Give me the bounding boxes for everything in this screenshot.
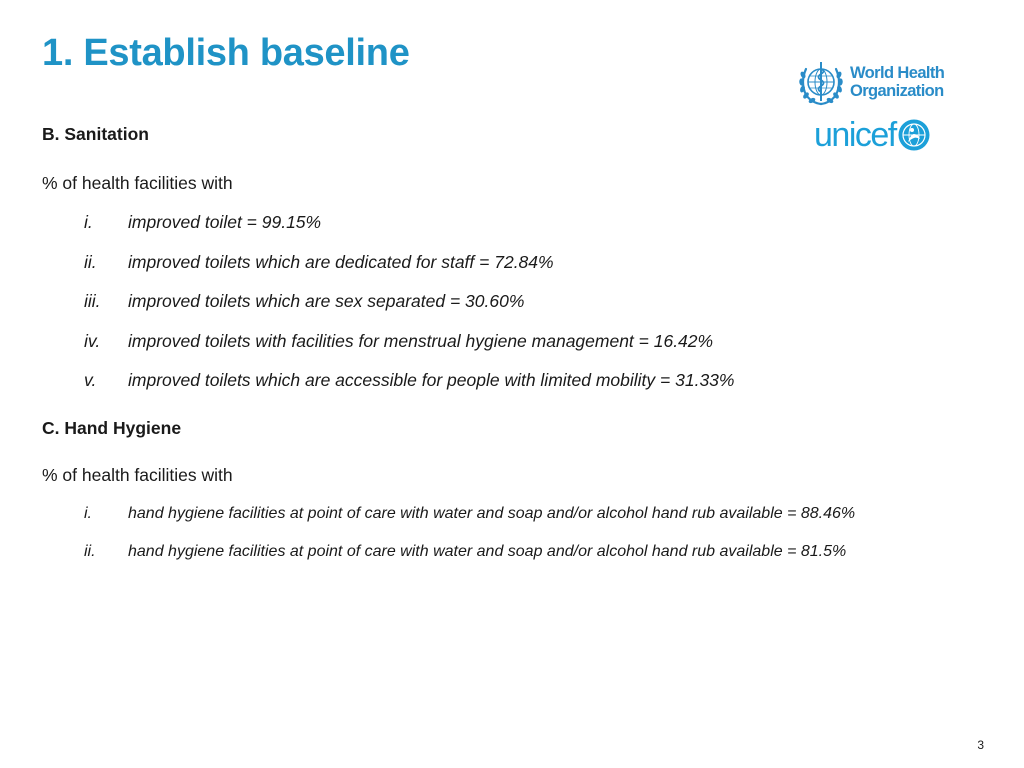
page-number: 3 xyxy=(977,738,984,752)
slide-title: 1. Establish baseline xyxy=(42,32,410,74)
list-item-number: ii. xyxy=(84,542,96,560)
who-name-line1: World Health xyxy=(850,64,945,82)
logo-group xyxy=(796,56,956,156)
list-item-text: improved toilets which are dedicated for staff = 72.84% xyxy=(128,251,554,272)
who-name xyxy=(850,64,944,100)
hand-hygiene-intro: % of health facilities with xyxy=(42,465,233,485)
list-item-number: i. xyxy=(84,212,93,232)
unicef-wordmark: unicef xyxy=(814,116,896,154)
list-item-number: i. xyxy=(84,505,92,522)
list-item-text: improved toilet = 99.15% xyxy=(128,212,322,232)
list-item-text: hand hygiene facilities at point of care with water and soap and/or alcohol hand rub available = 88.46% xyxy=(128,505,856,522)
list-item-text: improved toilets which are accessible for people with limited mobility = 31.33% xyxy=(128,370,735,390)
list-item-number: ii. xyxy=(84,251,97,272)
list-item-number: iv. xyxy=(84,330,101,351)
who-logo xyxy=(796,56,956,108)
list-item-number: v. xyxy=(84,370,97,390)
list-item-text: hand hygiene facilities at point of care with water and soap and/or alcohol hand rub available = 81.5% xyxy=(128,542,847,560)
list-item-number: iii. xyxy=(84,291,101,311)
unicef-emblem-icon xyxy=(897,118,931,152)
unicef-logo xyxy=(814,114,956,156)
who-emblem-icon xyxy=(796,57,846,107)
who-name-line2: Organization xyxy=(850,82,944,100)
list-item-text: improved toilets with facilities for menstrual hygiene management = 16.42% xyxy=(128,330,714,351)
list-item-text: improved toilets which are sex separated = 30.60% xyxy=(128,291,525,311)
hand-hygiene-heading: C. Hand Hygiene xyxy=(42,418,182,438)
sanitation-intro: % of health facilities with xyxy=(42,173,233,193)
sanitation-heading: B. Sanitation xyxy=(42,124,149,144)
